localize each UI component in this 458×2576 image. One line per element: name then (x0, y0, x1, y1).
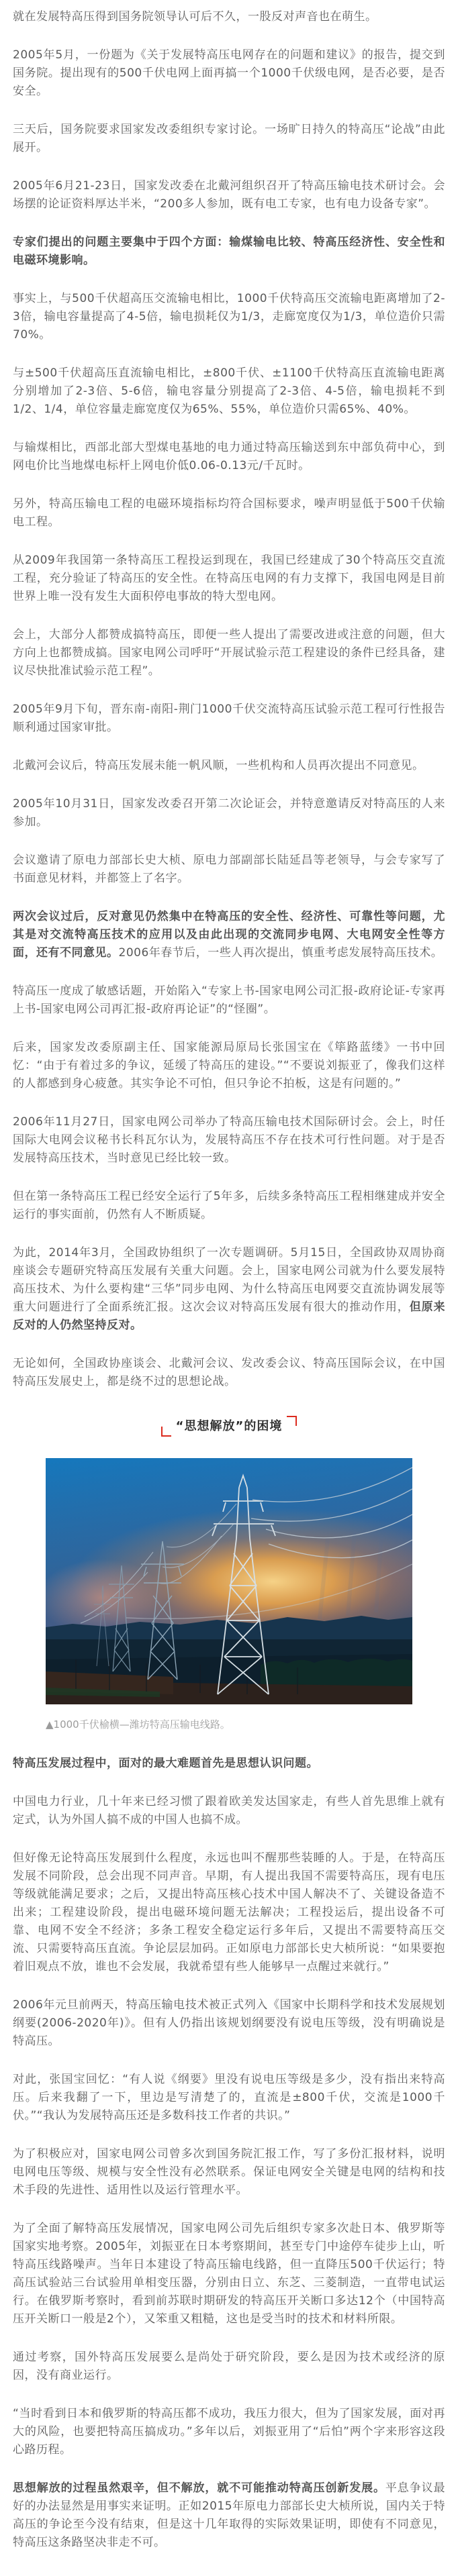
paragraph: 会议邀请了原电力部部长史大桢、原电力部副部长陆延昌等老领导，与会专家写了书面意见材料，并都签上了名字。 (13, 854, 445, 885)
paragraph: 三天后，国务院要求国家发改委组织专家讨论。一场旷日持久的特高压“论战”由此展开。 (13, 123, 445, 154)
paragraph: 为了积极应对，国家电网公司曾多次到国务院汇报工作，写了多份汇报材料，说明电网电压等级、规模与安全性没有必然联系。保证电网安全关键是电网的结构和技术手段的先进性、适用性以及运行管理水平。 (13, 2147, 445, 2197)
heading-bracket-right-icon (287, 1416, 297, 1426)
paragraph: 后来，国家发改委原副主任、国家能源局原局长张国宝在《筚路蓝缕》一书中回忆：“由于有着过多的争议，延缓了特高压的建设。”“不要说刘振亚了，像我们这样的人都感到身心疲惫。其实争论不可怕，但只争论不拍板，这是有问题的。” (13, 1041, 445, 1090)
paragraph: 但好像无论特高压发展到什么程度，永远也叫不醒那些装睡的人。于是，在特高压发展不同阶段，总会出现不同声音。早期，有人提出我国不需要特高压，现有电压等级就能满足要求；之后，又提出特高压核心技术中国人解决不了、关键设备造不出来；工程建设阶段，提出电磁环境问题无法解决；工程投运后，提出设备不可靠、电网不安全不经济；多条工程安全稳定运行多年后，又提出不需要特高压交流、只需要特高压直流。争论层层加码。正如原电力部部长史大桢所说：“如果要抱着旧观点不放，谁也不会发展，我就希望有些人能够早一点醒过来就行。” (13, 1851, 445, 1973)
paragraph: 特高压发展过程中，面对的最大难题首先是思想认识问题。 (13, 1757, 318, 1770)
paragraph: 2005年5月，一份题为《关于发展特高压电网存在的问题和建议》的报告，提交到国务院。提出现有的500千伏电网上面再搞一个1000千伏级电网，是否必要，是否安全。 (13, 48, 445, 98)
paragraph: 另外，特高压输电工程的电磁环境指标均符合国标要求，噪声明显低于500千伏输电工程。 (13, 497, 445, 529)
paragraph: 2006年11月27日，国家电网公司举办了特高压输电技术国际研讨会。会上，时任国际大电网会议秘书长科瓦尔认为，发展特高压不存在技术可行性问题。对于是否发展特高压技术，当时意见已经比较一致。 (13, 1115, 445, 1165)
paragraph: 为了全面了解特高压发展情况，国家电网公司先后组织专家多次赴日本、俄罗斯等国家实地考察。2005年，刘振亚在日本考察期间，甚至专门中途停车徒步上山，听特高压线路噪声。当年日本建设了特高压输电线路，但一直降压500千伏运行；特高压试验站三台试验用单相变压器，分别由日立、东芝、三菱制造，一直带电试运行。在俄罗斯考察时，看到前苏联时期研发的特高压开关断口多达12个（中国特高压开关断口一般是2个），又笨重又粗糙，这也是受当时的技术和材料所限。 (13, 2222, 445, 2326)
paragraph: 2005年9月下旬，晋东南-南阳-荆门1000千伏交流特高压试验示范工程可行性报告顺利通过国家审批。 (13, 703, 445, 734)
section-heading (13, 1418, 445, 1435)
paragraph: 通过考察，国外特高压发展要么是尚处于研究阶段，要么是因为技术或经济的原因，没有商业运行。 (13, 2351, 445, 2382)
paragraph: 思想解放的过程虽然艰辛，但不解放，就不可能推动特高压创新发展。平息争议最好的办法显然是用事实来证明。正如2015年原电力部部长史大桢所说，国内关于特高压的争论至今没有结束，但是这十几年取得的实际效果证明，即使有不同意见，特高压这条路坚决非走不可。 (13, 2481, 446, 2549)
paragraph: 与输煤相比，西部北部大型煤电基地的电力通过特高压输送到东中部负荷中心，到网电价比当地煤电标杆上网电价低0.06-0.13元/千瓦时。 (13, 441, 445, 472)
heading-bracket-left-icon (161, 1427, 171, 1437)
paragraph: 两次会议过后，反对意见仍然集中在特高压的安全性、经济性、可靠性等问题，尤其是对交流特高压技术的应用以及由此出现的交流同步电网、大电网安全性等方面，还有不同意见。2006年春节后，一些人再次提出，慎重考虑发展特高压技术。 (13, 910, 445, 960)
transmission-towers-photo (46, 1458, 412, 1704)
paragraph: 北戴河会议后，特高压发展未能一帆风顺，一些机构和人员再次提出不同意见。 (13, 759, 424, 772)
photo-caption: ▲1000千伏榆横—潍坊特高压输电线路。 (46, 1718, 230, 1731)
paragraph: 专家们提出的问题主要集中于四个方面：输煤输电比较、特高压经济性、安全性和电磁环境影响。 (13, 236, 445, 267)
paragraph: 2005年6月21-23日，国家发改委在北戴河组织召开了特高压输电技术研讨会。会场摆的论证资料厚达半米，“200多人参加，既有电工专家，也有电力设备专家”。 (13, 179, 445, 211)
paragraph: “当时看到日本和俄罗斯的特高压都不成功，我压力很大，但为了国家发展，面对再大的风险，也要把特高压搞成功。”多年以后，刘振亚用了“后怕”两个字来形容这段心路历程。 (13, 2407, 445, 2457)
section-heading-label: “思想解放”的困境 (175, 1419, 283, 1433)
paragraph: 事实上，与500千伏超高压交流输电相比，1000千伏特高压交流输电距离增加了2-3倍，输电容量提高了4-5倍，输电损耗仅为1/3，走廊宽度仅为1/3，单位造价只需70%。 (13, 292, 445, 342)
paragraph: 就在发展特高压得到国务院领导认可后不久，一股反对声音也在萌生。 (13, 10, 377, 23)
paragraph: 中国电力行业，几十年来已经习惯了跟着欧美发达国家走，有些人首先思维上就有定式，认为外国人搞不成的中国人也搞不成。 (13, 1795, 445, 1826)
paragraph: 特高压一度成了敏感话题，开始陷入“专家上书-国家电网公司汇报-政府论证-专家再上书-国家电网公司再汇报-政府再论证”的“怪圈”。 (13, 984, 445, 1016)
article-part1 (13, 8, 445, 1391)
paragraph: 会上，大部分人都赞成搞特高压，即便一些人提出了需要改进或注意的问题，但大方向上也都赞成搞。国家电网公司呼吁“开展试验示范工程建设的条件已经具备，建议尽快批准试验示范工程”。 (13, 628, 445, 678)
paragraph: 2005年10月31日，国家发改委召开第二次论证会，并特意邀请反对特高压的人来参加。 (13, 797, 445, 829)
paragraph: 为此，2014年3月，全国政协组织了一次专题调研。5月15日，全国政协双周协商座谈会专题研究特高压发展有关重大问题。会上，国家电网公司就为什么要发展特高压技术、为什么要构建“三华”同步电网、为什么特高压电网要交直流协调发展等重大问题进行了全面系统汇报。这次会议对特高压发展有很大的推动作用，但原来反对的人仍然坚持反对。 (13, 1246, 446, 1332)
paragraph: 无论如何，全国政协座谈会、北戴河会议、发改委会议、特高压国际会议，在中国特高压发展史上，都是绕不过的思想论战。 (13, 1357, 445, 1388)
paragraph: 但在第一条特高压工程已经安全运行了5年多，后续多条特高压工程相继建成并安全运行的事实面前，仍然有人不断质疑。 (13, 1190, 445, 1221)
paragraph: 与±500千伏超高压直流输电相比，±800千伏、±1100千伏特高压直流输电距离分别增加了2-3倍、5-6倍，输电容量分别提高了2-3倍、4-5倍，输电损耗不到1/2、1/4，单位容量走廊宽度仅为65%、55%，单位造价只需65%、40%。 (13, 366, 445, 416)
article-part2 (13, 1755, 445, 2552)
paragraph: 对此，张国宝回忆：“有人说《纲要》里没有说电压等级是多少，没有指出来特高压。后来我翻了一下，里边是写清楚了的，直流是±800千伏，交流是1000千伏。”“我认为发展特高压还是多数科技工作者的共识。” (13, 2073, 445, 2122)
article-figure (46, 1458, 412, 1732)
paragraph: 2006年元旦前两天，特高压输电技术被正式列入《国家中长期科学和技术发展规划纲要(2006-2020年)》。但有人仍指出该规划纲要没有说电压等级，没有明确说是特高压。 (13, 1998, 445, 2048)
paragraph: 从2009年我国第一条特高压工程投运到现在，我国已经建成了30个特高压交直流工程，充分验证了特高压的安全性。在特高压电网的有力支撑下，我国电网是目前世界上唯一没有发生大面积停电事故的特大型电网。 (13, 554, 445, 603)
